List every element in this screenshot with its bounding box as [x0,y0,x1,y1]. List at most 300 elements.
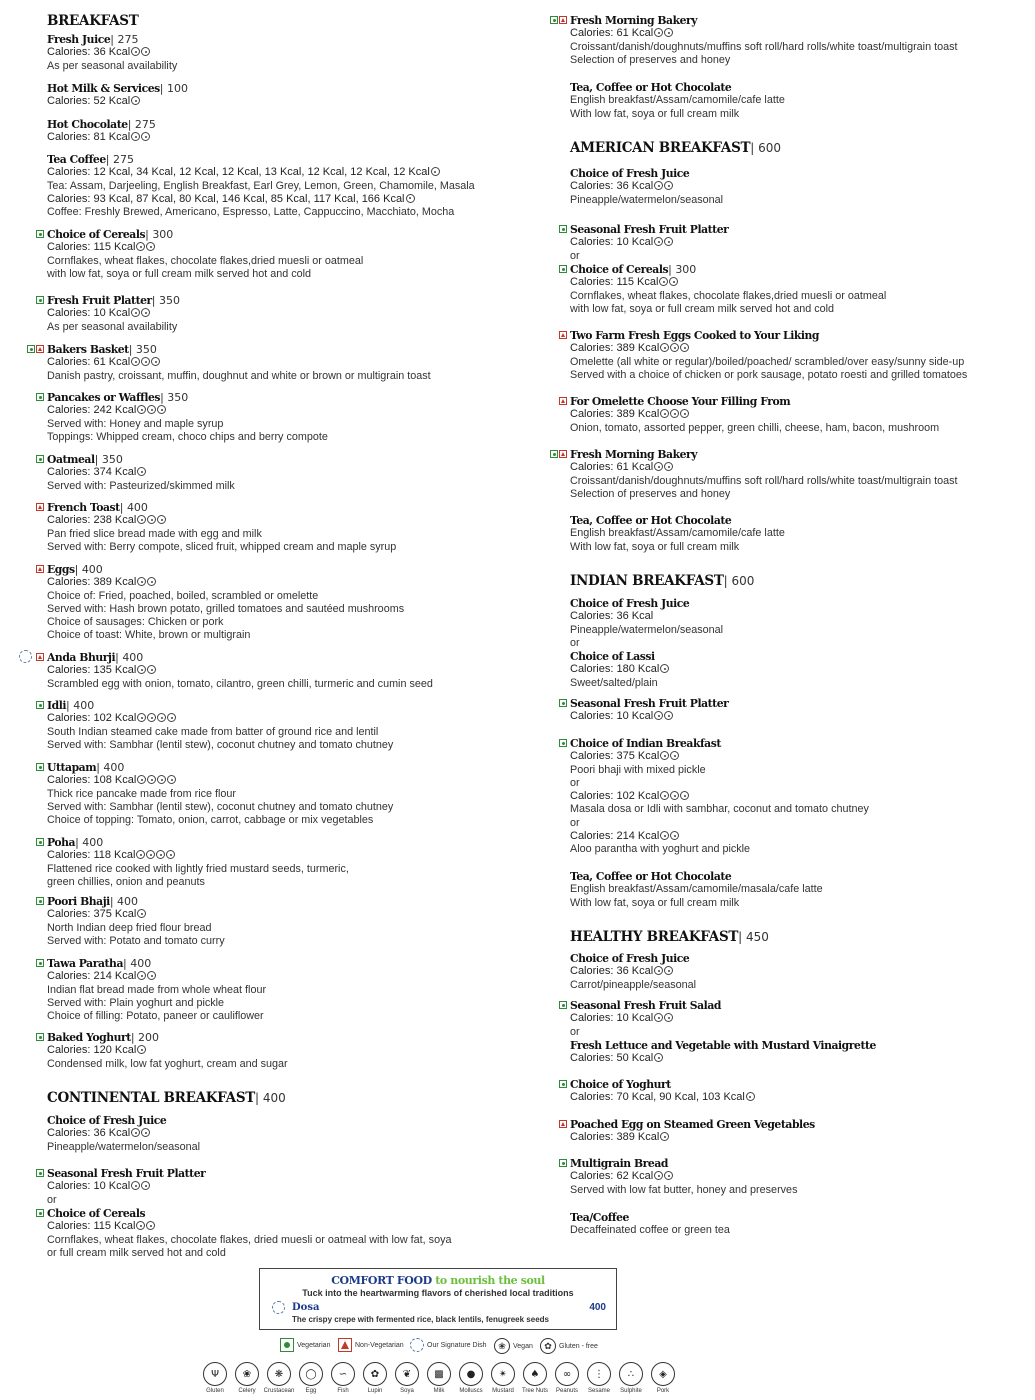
allergen-icon [131,357,140,366]
allergen-icon [660,409,669,418]
legend-label: Gluten - free [559,1342,598,1350]
mustard-icon: ✴ [491,1362,515,1386]
item-title: Choice of Lassi [570,650,655,663]
allergen-peanuts [554,1362,580,1394]
legend-signature [410,1338,487,1352]
calories: Calories: 375 Kcal [47,908,137,921]
gluten-free-icon [141,308,150,317]
non-veg-icon [338,1338,352,1352]
item-title: Bakers Basket [47,343,129,356]
calories: Calories: 214 Kcal [570,830,660,843]
item-title: Tea, Coffee or Hot Chocolate [570,81,732,94]
dish-description: The crispy crepe with fermented rice, black lentils, fenugreek seeds [292,1315,549,1324]
allergen-icon [660,791,669,800]
comfort-food-banner [259,1268,617,1330]
item-title: Seasonal Fresh Fruit Platter [570,697,729,710]
item-price: 300 [152,228,174,241]
section-price: 400 [262,1091,286,1105]
description: Served with: Pasteurized/skimmed milk [47,479,235,492]
calories: Calories: 118 Kcal [47,849,136,862]
item-title: Idli [47,699,67,712]
description: Selection of preserves and honey [570,53,731,66]
allergen-icon [141,132,150,141]
description: Pineapple/watermelon/seasonal [47,1140,201,1153]
allergen-icon [137,1045,146,1054]
allergen-icon [664,1171,673,1180]
item-title: Anda Bhurji [47,651,116,664]
menu-item-morning-bakery-1 [570,14,1025,67]
gluten-free-icon [141,1128,150,1137]
description: North Indian deep fried flour bread [47,921,212,934]
allergen-sesame [586,1362,612,1394]
allergen-icon [141,357,150,366]
calories: Calories: 389 Kcal [570,342,660,355]
section-heading: AMERICAN BREAKFAST [570,140,751,156]
section-heading: BREAKFAST [47,13,139,29]
calories: Calories: 93 Kcal, 87 Kcal, 80 Kcal, 146 Kcal, 85 Kcal, 117 Kcal, 166 Kcal [47,192,405,205]
or-text: or [570,636,580,649]
allergen-label: Molluscs [459,1388,483,1394]
veg-icon [559,1001,567,1009]
fish-icon: ∽ [331,1362,355,1386]
menu-item-tawa-paratha: Tawa Paratha| 400 Calories: 214 Kcal Indian flat bread made from whole wheat flour Served with: Plain yoghurt and pickle Choice of filling: Potato, paneer or cauliflower [47,957,517,1023]
allergen-icon [670,343,679,352]
description: English breakfast/Assam/camomile/cafe latte [570,94,785,107]
gluten-free-icon [146,850,155,859]
item-price: 350 [167,391,189,404]
non-veg-icon [36,653,44,661]
allergen-celery [234,1362,260,1394]
calories: Calories: 120 Kcal [47,1044,137,1057]
lupin-icon: ✿ [363,1362,387,1386]
description: Pineapple/watermelon/seasonal [570,193,724,206]
legend-gluten-free [540,1338,598,1354]
description: Served with: Hash brown potato, grilled tomatoes and sautéed mushrooms [47,602,405,615]
description: Choice of sausages: Chicken or pork [47,616,224,629]
item-title: Seasonal Fresh Fruit Platter [47,1167,206,1180]
veg-icon [36,959,44,967]
menu-item-american-eggs [570,329,1025,382]
allergen-icon [669,277,678,286]
allergen-icon [670,831,679,840]
veg-icon [36,763,44,771]
legend-label: Vegetarian [297,1341,331,1349]
allergen-icon [157,713,166,722]
menu-item-lassi [570,650,1025,690]
veg-icon [559,225,567,233]
calories: Calories: 36 Kcal [570,610,654,623]
veg-icon [36,897,44,905]
item-title: Tea, Coffee or Hot Chocolate [570,870,732,883]
menu-item-indian-fruit [570,697,1025,724]
item-price: 400 [130,957,152,970]
item-title: Choice of Fresh Juice [570,597,690,610]
veg-icon [36,701,44,709]
menu-item-continental-cereals [47,1207,517,1260]
menu-item-fruit-platter: Fresh Fruit Platter| 350 Calories: 10 Kcal As per seasonal availability [47,294,517,334]
allergen-milk [426,1362,452,1394]
description: Carrot/pineapple/seasonal [570,978,697,991]
allergen-icon [654,1171,663,1180]
allergen-mustard [490,1362,516,1394]
calories: Calories: 389 Kcal [570,1131,660,1144]
allergen-label: Lupin [367,1388,383,1394]
menu-item-idli: Idli| 400 Calories: 102 Kcal South Indian steamed cake made from batter of ground rice and lentil Served with: Sambhar (lentil stew), coconut chutney and tomato chutney [47,699,517,752]
allergen-icon [147,405,156,414]
signature-dish-icon [410,1338,424,1352]
allergen-icon [137,577,146,586]
or-text: or [570,1025,580,1038]
description: With low fat, soya or full cream milk [570,896,740,909]
calories: Calories: 102 Kcal [570,790,660,803]
veg-icon [559,699,567,707]
allergen-icon [167,713,176,722]
item-price: 275 [117,33,139,46]
allergen-label: Peanuts [555,1388,579,1394]
item-price: 200 [138,1031,160,1044]
sesame-icon: ⋮ [587,1362,611,1386]
menu-item-healthy-yoghurt [570,1078,1025,1105]
calories: Calories: 52 Kcal [47,95,131,108]
menu-item-tea-3 [570,870,1025,910]
tree-nuts-icon: ♠ [523,1362,547,1386]
vegan-icon [654,966,663,975]
allergen-pork [650,1362,676,1394]
calories: Calories: 81 Kcal [47,131,131,144]
item-title: Seasonal Fresh Fruit Salad [570,999,721,1012]
description: with low fat, soya or full cream milk served hot and cold [47,267,312,280]
menu-item-baked-yoghurt: Baked Yoghurt| 200 Calories: 120 Kcal Condensed milk, low fat yoghurt, cream and sugar [47,1031,517,1071]
legend-vegan [494,1338,533,1354]
item-title: Fresh Juice [47,33,111,46]
allergen-label: Mustard [492,1388,514,1394]
signature-dish-icon [19,650,32,663]
menu-item-uttapam: Uttapam| 400 Calories: 108 Kcal Thick rice pancake made from rice flour Served with: Sambhar (lentil stew), coconut chutney and tomato chutney Choice of topping: Tomato, onion, carrot, cabbage or mix vegetables [47,761,517,827]
item-price: 400 [122,651,144,664]
allergen-icon [654,28,663,37]
item-title: Tea/Coffee [570,1211,629,1224]
allergen-crustacean [263,1362,295,1394]
allergen-icon [664,237,673,246]
menu-item-fresh-juice: Fresh Juice| 275 Calories: 36 Kcal As per seasonal availability [47,33,517,73]
description: With low fat, soya or full cream milk [570,540,740,553]
allergen-label: Pork [656,1388,670,1394]
calories: Calories: 10 Kcal [570,710,654,723]
veg-icon [559,739,567,747]
section-heading: CONTINENTAL BREAKFAST [47,1090,256,1106]
allergen-icon [660,751,669,760]
item-title: Seasonal Fresh Fruit Platter [570,223,729,236]
gluten-free-icon [147,713,156,722]
item-price: 350 [101,453,123,466]
calories: Calories: 61 Kcal [570,27,654,40]
allergen-egg [298,1362,324,1394]
item-price: 400 [126,501,148,514]
item-title: Baked Yoghurt [47,1031,131,1044]
non-veg-icon [559,450,567,458]
veg-icon [36,296,44,304]
calories: Calories: 214 Kcal [47,970,137,983]
description: Flattened rice cooked with lightly fried mustard seeds, turmeric, [47,862,349,875]
allergen-icon [166,850,175,859]
veg-icon [36,1169,44,1177]
description: Scrambled egg with onion, tomato, cilantro, green chilli, turmeric and cumin seed [47,677,433,690]
calories: Calories: 36 Kcal [47,46,131,59]
item-title: Tea Coffee [47,153,106,166]
allergen-icon [157,775,166,784]
description: Decaffeinated coffee or green tea [570,1224,730,1237]
description: Served with a choice of chicken or pork sausage, potato roesti and grilled tomatoes [570,368,968,381]
veg-icon [36,455,44,463]
description: Choice of filling: Potato, paneer or cauliflower [47,1010,264,1023]
allergen-label: Milk [433,1388,445,1394]
allergen-icon [157,515,166,524]
allergen-lupin [362,1362,388,1394]
vegan-icon [136,850,145,859]
menu-item-fruit-salad [570,999,1025,1039]
legend-label: Our Signature Dish [427,1341,487,1349]
menu-item-bakers-basket: Bakers Basket| 350 Calories: 61 Kcal Danish pastry, croissant, muffin, doughnut and white or brown or multigrain toast [47,343,517,383]
signature-dish-icon [272,1301,285,1314]
menu-item-oatmeal: Oatmeal| 350 Calories: 374 Kcal Served with: Pasteurized/skimmed milk [47,453,517,493]
allergen-icon [137,971,146,980]
description: English breakfast/Assam/camomile/masala/cafe latte [570,883,823,896]
menu-item-poha: Poha| 400 Calories: 118 Kcal Flattened rice cooked with lightly fried mustard seeds, turmeric, green chillies, onion and peanuts [47,836,517,889]
gluten-free-icon [137,775,146,784]
item-title: Uttapam [47,761,97,774]
description: Selection of preserves and honey [570,487,731,500]
description: Onion, tomato, assorted pepper, green chilli, cheese, ham, bacon, mushroom [570,421,940,434]
item-title: Poha [47,836,76,849]
allergen-icon [147,971,156,980]
description: Cornflakes, wheat flakes, chocolate flakes, dried muesli or oatmeal with low fat, soya [47,1233,452,1246]
item-price: 300 [675,263,697,276]
non-veg-icon [36,503,44,511]
allergen-icon [654,1053,663,1062]
allergen-icon [659,277,668,286]
description: Choice of topping: Tomato, onion, carrot, cabbage or mix vegetables [47,814,374,827]
calories: Calories: 374 Kcal [47,466,137,479]
item-title: Tea, Coffee or Hot Chocolate [570,514,732,527]
item-price: 400 [81,563,103,576]
description: Poori bhaji with mixed pickle [570,763,706,776]
allergen-icon [141,47,150,56]
item-title: Choice of Cereals [47,228,146,241]
menu-item-anda-bhurji: Anda Bhurji| 400 Calories: 135 Kcal Scrambled egg with onion, tomato, cilantro, green chilli, turmeric and cumin seed [47,651,517,691]
menu-item-tea-coffee-healthy [570,1211,1025,1238]
allergen-label: Sulphite [620,1388,642,1394]
item-price: 275 [134,118,156,131]
item-price: 400 [82,836,104,849]
calories: Calories: 115 Kcal [570,276,659,289]
allergen-icon [157,405,166,414]
allergen-label: Tree Nuts [521,1388,549,1394]
description: Choice of: Fried, poached, boiled, scrambled or omelette [47,589,319,602]
item-price: 400 [117,895,139,908]
description: with low fat, soya or full cream milk served hot and cold [570,302,835,315]
breakfast-section [47,14,517,29]
item-title: Two Farm Fresh Eggs Cooked to Your Liking [570,329,820,342]
description: Cornflakes, wheat flakes, chocolate flakes,dried muesli or oatmeal [47,254,364,267]
menu-item-indian-choice [570,737,1025,857]
egg-icon: ◯ [299,1362,323,1386]
description: green chillies, onion and peanuts [47,875,205,888]
calories: Calories: 389 Kcal [570,408,660,421]
menu-item-tea-coffee: Tea Coffee| 275 Calories: 12 Kcal, 34 Kcal, 12 Kcal, 12 Kcal, 13 Kcal, 12 Kcal, 12 Kcal, 12 Kcal Tea: Assam, Darjeeling, English Breakfast, Earl Grey, Lemon, Green, Chamomile, Masala Calories: 93 Kcal, 87 Kcal, 80 Kcal, 146 Kcal, 85 Kcal, 117 Kcal, 166 Kcal Coffee: Freshly Brewed, Americano, Espresso, Latte, Cappuccino, Macchiato, Mocha [47,153,517,219]
allergen-label: Celery [238,1388,256,1394]
allergen-label: Egg [305,1388,317,1394]
allergen-icon [670,409,679,418]
allergen-icon [136,242,145,251]
calories: Calories: 10 Kcal [47,1180,131,1193]
calories: Calories: 242 Kcal [47,404,137,417]
menu-item-eggs: Eggs| 400 Calories: 389 Kcal Choice of: Fried, poached, boiled, scrambled or omelette Served with: Hash brown potato, grilled tomatoes and sautéed mushrooms Choice of sausages: Chicken or pork Choice of toast: White, brown or multigrain [47,563,517,643]
molluscs-icon: ● [459,1362,483,1386]
item-title: Choice of Yoghurt [570,1078,671,1091]
allergen-label: Gluten [206,1388,224,1394]
allergen-label: Crustacean [263,1388,295,1394]
menu-item-tea-2 [570,514,1025,554]
or-text: or [47,1193,57,1206]
item-title: Eggs [47,563,75,576]
allergen-icon [680,343,689,352]
item-title: Fresh Fruit Platter [47,294,152,307]
item-price: 275 [112,153,134,166]
description: Served with: Berry compote, sliced fruit, whipped cream and maple syrup [47,540,397,553]
healthy-section: HEALTHY BREAKFAST| 450 [570,929,769,945]
description: Cornflakes, wheat flakes, chocolate flakes,dried muesli or oatmeal [570,289,887,302]
menu-item-cereals: Choice of Cereals| 300 Calories: 115 Kcal Cornflakes, wheat flakes, chocolate flakes,dried muesli or oatmeal with low fat, soya or full cream milk served hot and cold [47,228,517,281]
vegan-icon [654,1013,663,1022]
calories: Calories: 36 Kcal [47,1127,131,1140]
description: Indian flat bread made from whole wheat flour [47,983,267,996]
allergen-tree-nuts [522,1362,548,1394]
calories: Calories: 10 Kcal [570,1012,654,1025]
allergen-soya [394,1362,420,1394]
description: Served with: Plain yoghurt and pickle [47,996,225,1009]
allergen-icon [131,132,140,141]
description: Omelette (all white or regular)/boiled/poached/ scrambled/over easy/sunny side-up [570,355,965,368]
allergen-legend [200,1362,680,1398]
crustacean-icon: ❋ [267,1362,291,1386]
menu-item-poached-egg [570,1118,1025,1145]
item-title: Pancakes or Waffles [47,391,161,404]
item-price: 350 [135,343,157,356]
allergen-icon [660,1132,669,1141]
description: Tea: Assam, Darjeeling, English Breakfast, Earl Grey, Lemon, Green, Chamomile, Masala [47,179,475,192]
pork-icon: ◈ [651,1362,675,1386]
non-veg-icon [559,331,567,339]
vegan-icon [137,713,146,722]
veg-icon [36,230,44,238]
allergen-icon [137,909,146,918]
allergen-icon [147,515,156,524]
item-title: Fresh Morning Bakery [570,14,698,27]
legend-label: Vegan [513,1342,533,1350]
item-title: Choice of Cereals [47,1207,146,1220]
calories: Calories: 12 Kcal, 34 Kcal, 12 Kcal, 12 Kcal, 13 Kcal, 12 Kcal, 12 Kcal, 12 Kcal [47,166,430,179]
allergen-icon [137,515,146,524]
vegan-icon: ❀ [494,1338,510,1354]
calories: Calories: 10 Kcal [47,307,131,320]
calories: Calories: 238 Kcal [47,514,137,527]
description: South Indian steamed cake made from batter of ground rice and lentil [47,725,379,738]
gluten-icon: Ψ [203,1362,227,1386]
non-veg-icon [559,397,567,405]
description: Aloo parantha with yoghurt and pickle [570,843,751,856]
veg-icon [559,1080,567,1088]
section-heading: HEALTHY BREAKFAST [570,929,739,945]
allergen-icon [670,751,679,760]
description: Thick rice pancake made from rice flour [47,787,237,800]
menu-item-american-juice [570,167,1025,207]
allergen-icon [146,242,155,251]
calories: Calories: 62 Kcal [570,1170,654,1183]
legend-nonveg [338,1338,404,1352]
legend-veg [280,1338,330,1352]
description: Croissant/danish/doughnuts/muffins soft roll/hard rolls/white toast/multigrain toast [570,474,958,487]
section-heading: INDIAN BREAKFAST [570,573,724,589]
menu-item-hot-milk: Hot Milk & Services| 100 Calories: 52 Kcal [47,82,188,108]
gluten-free-icon: ✿ [540,1338,556,1354]
milk-icon: ▩ [427,1362,451,1386]
allergen-icon [680,791,689,800]
allergen-label: Soya [400,1388,414,1394]
description: Condensed milk, low fat yoghurt, cream and sugar [47,1057,288,1070]
calories: Calories: 61 Kcal [570,461,654,474]
description: Croissant/danish/doughnuts/muffins soft roll/hard rolls/white toast/multigrain toast [570,40,958,53]
description: Toppings: Whipped cream, choco chips and berry compote [47,430,328,443]
menu-item-morning-bakery-2 [570,448,1025,501]
veg-icon [559,265,567,273]
item-price: 400 [73,699,95,712]
description: With low fat, soya or full cream milk [570,107,740,120]
allergen-icon [431,167,440,176]
indian-section: INDIAN BREAKFAST| 600 [570,573,755,589]
allergen-gluten [202,1362,228,1394]
dietary-legend [258,1338,618,1356]
menu-item-american-fruit [570,223,1025,263]
non-veg-icon [559,1120,567,1128]
vegan-icon [131,308,140,317]
sulphite-icon: ∴ [619,1362,643,1386]
item-title: Tawa Paratha [47,957,123,970]
calories: Calories: 115 Kcal [47,241,136,254]
allergen-icon [660,343,669,352]
calories: Calories: 70 Kcal, 90 Kcal, 103 Kcal [570,1091,745,1104]
allergen-icon [156,850,165,859]
allergen-icon [664,181,673,190]
calories: Calories: 375 Kcal [570,750,660,763]
description: As per seasonal availability [47,59,178,72]
allergen-icon [136,1221,145,1230]
veg-icon [559,1159,567,1167]
veg-icon [36,1033,44,1041]
menu-item-multigrain-bread [570,1157,1025,1197]
description: Served with: Sambhar (lentil stew), coconut chutney and tomato chutney [47,738,394,751]
item-title: Choice of Fresh Juice [570,952,690,965]
item-title: Fresh Morning Bakery [570,448,698,461]
allergen-icon [660,831,669,840]
or-text: or [570,776,580,789]
allergen-icon [137,467,146,476]
american-section: AMERICAN BREAKFAST| 600 [570,140,782,156]
gluten-free-icon [141,1181,150,1190]
allergen-icon [680,409,689,418]
calories: Calories: 135 Kcal [47,664,137,677]
allergen-label: Sesame [587,1388,610,1394]
banner-subtitle: Tuck into the heartwarming flavors of cherished local traditions [302,1288,574,1298]
